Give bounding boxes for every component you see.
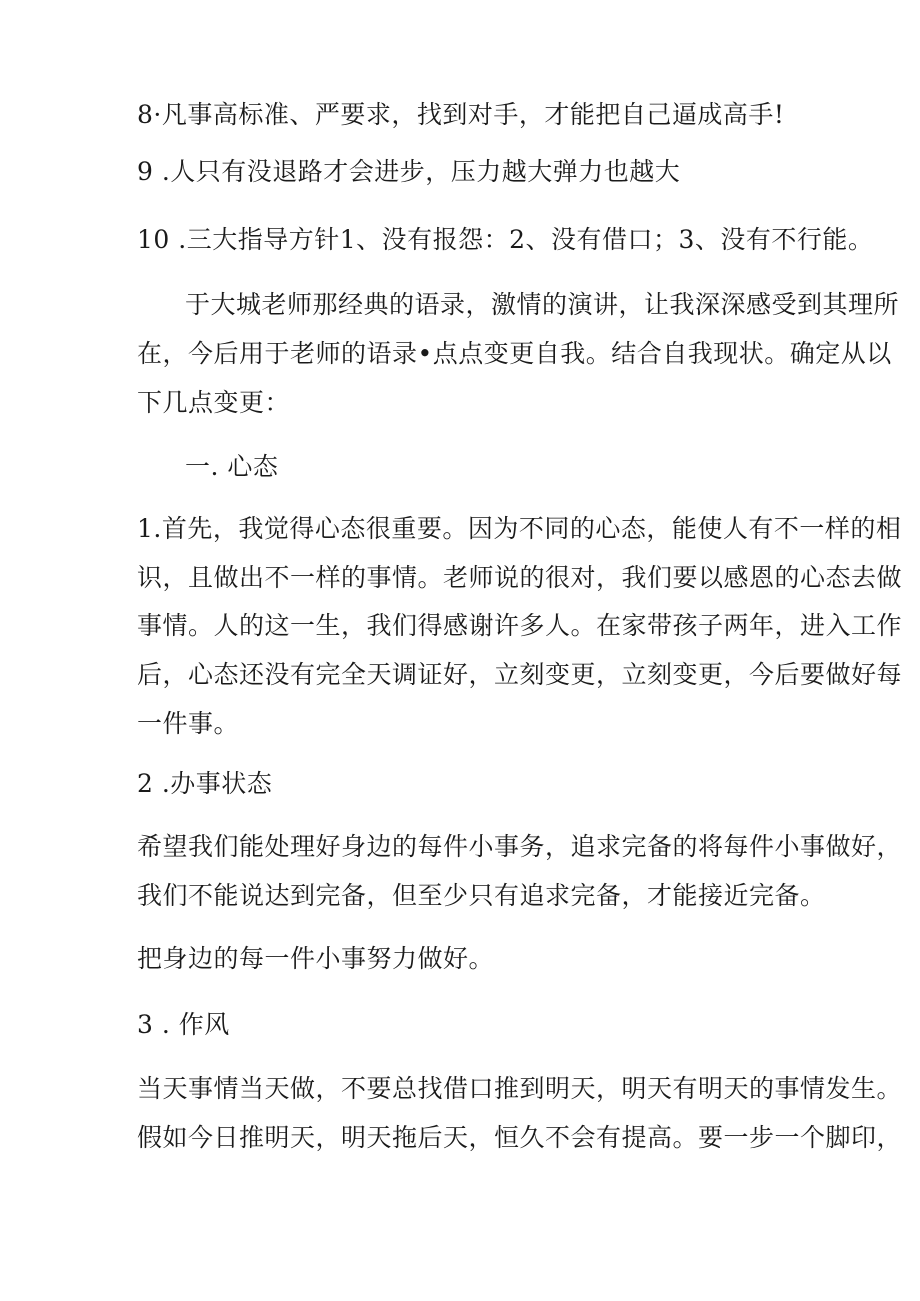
paragraph-line: 于大城老师那经典的语录，激情的演讲，让我深深感受到其理所 <box>185 290 900 319</box>
paragraph-line: 一件事。 <box>137 709 240 738</box>
list-item-10: 10 .三大指导方针1、没有报怨：2、没有借口；3、没有不行能。 <box>137 225 874 254</box>
paragraph-line: 假如今日推明天，明天拖后天，恒久不会有提高。要一步一个脚印， <box>137 1123 903 1152</box>
paragraph-line: 把身边的每一件小事努力做好。 <box>137 944 495 973</box>
paragraph-line: 希望我们能处理好身边的每件小事务，追求完备的将每件小事做好， <box>137 832 903 861</box>
subheading: 2 .办事状态 <box>137 769 273 798</box>
paragraph-line: 识，且做出不一样的事情。老师说的很对，我们要以感恩的心态去做 <box>137 563 903 592</box>
list-item-8: 8·凡事高标准、严要求，找到对手，才能把自己逼成高手! <box>137 100 785 129</box>
section-heading: 一. 心态 <box>185 452 279 481</box>
subheading: 3 . 作风 <box>137 1010 230 1039</box>
paragraph-line: 事情。人的这一生，我们得感谢许多人。在家带孩子两年，进入工作 <box>137 611 903 640</box>
paragraph-line: 我们不能说达到完备，但至少只有追求完备，才能接近完备。 <box>137 881 826 910</box>
paragraph-line: 后，心态还没有完全天调证好，立刻变更，立刻变更，今后要做好每 <box>137 660 903 689</box>
paragraph-line: 在，今后用于老师的语录•点点变更自我。结合自我现状。确定从以 <box>137 339 892 368</box>
paragraph-line: 当天事情当天做，不要总找借口推到明天，明天有明天的事情发生。 <box>137 1074 903 1103</box>
paragraph-line: 1.首先，我觉得心态很重要。因为不同的心态，能使人有不一样的相 <box>137 514 902 543</box>
list-item-9: 9 .人只有没退路才会进步，压力越大弹力也越大 <box>137 157 681 186</box>
paragraph-line: 下几点变更： <box>137 388 291 417</box>
